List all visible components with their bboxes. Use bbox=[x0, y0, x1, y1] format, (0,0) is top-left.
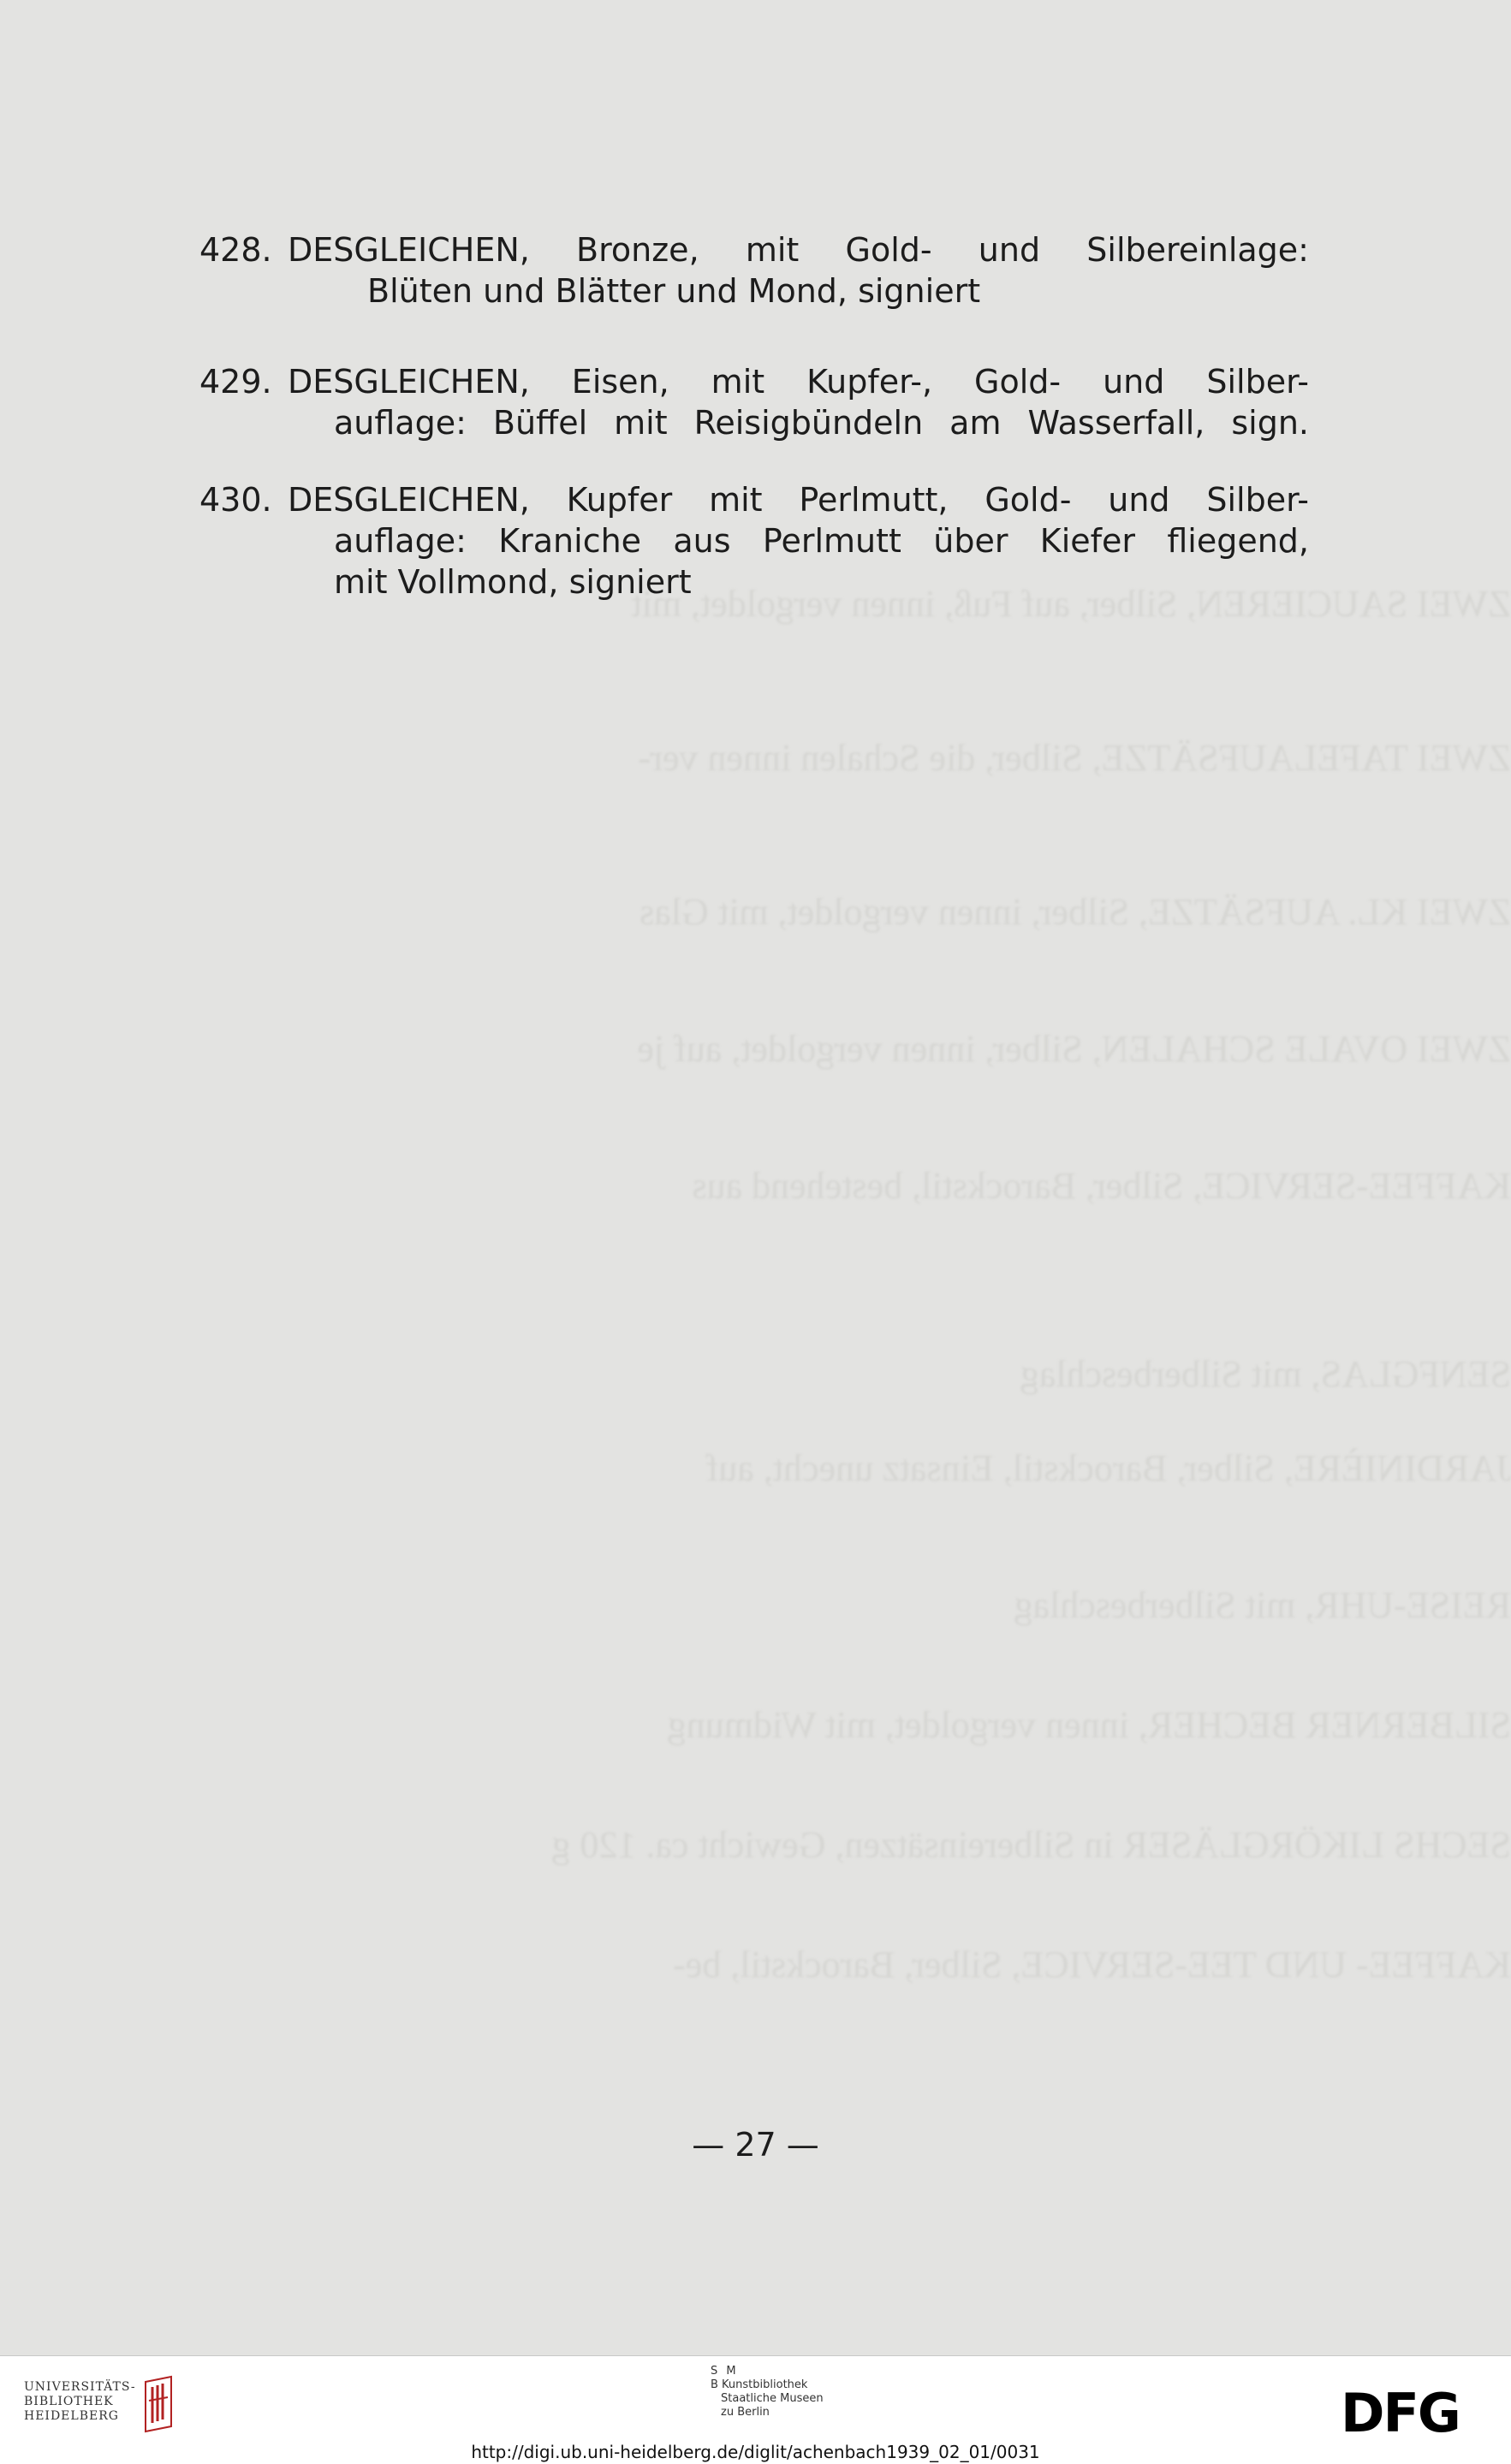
bleed-through-text: ZWEI SAUCIEREN, Silber, auf Fuß, innen vergoldet, mit bbox=[631, 583, 1511, 625]
entry-text-line: auflage: Kraniche aus Perlmutt über Kiefer fliegend, bbox=[334, 522, 1309, 560]
bleed-through-text: SECHS LIKÖRGLÄSER in Silbereinsätzen, Gewicht ca. 120 g bbox=[551, 1824, 1511, 1866]
university-library-logo-icon bbox=[137, 2375, 180, 2435]
bleed-through-text: SENFGLAS, mit Silberbeschlag bbox=[1020, 1353, 1511, 1395]
bleed-through-text: ZWEI KL. AUFSÄTZE, Silber, innen vergoldet, mit Glas bbox=[639, 891, 1511, 933]
entry-number: 430. bbox=[199, 481, 272, 519]
bleed-through-text: SILBERNER BECHER, innen vergoldet, mit Widmung bbox=[667, 1704, 1511, 1746]
dfg-logo: DFG bbox=[1341, 2382, 1460, 2444]
entry-text-line: DESGLEICHEN, Eisen, mit Kupfer-, Gold- und Silber- bbox=[288, 363, 1309, 401]
bleed-through-text: ZWEI TAFELAUFSÄTZE, Silber, die Schalen innen ver- bbox=[638, 737, 1511, 779]
entry-number: 428. bbox=[199, 231, 272, 269]
bleed-through-text: REISE-UHR, mit Silberbeschlag bbox=[1014, 1584, 1511, 1626]
entry-text-line: DESGLEICHEN, Kupfer mit Perlmutt, Gold- und Silber- bbox=[288, 481, 1309, 519]
museum-library-logo: S M B Kunstbibliothek Staatliche Museen zu Berlin bbox=[711, 2365, 824, 2419]
digitization-footer bbox=[0, 2355, 1511, 2464]
bleed-through-text: KAFFEE- UND TEE-SERVICE, Silber, Barockstil, be- bbox=[673, 1944, 1511, 1986]
bleed-through-text: JARDINIÈRE, Silber, Barockstil, Einsatz unecht, auf bbox=[705, 1447, 1511, 1489]
entry-text-line: mit Vollmond, signiert bbox=[334, 563, 692, 601]
university-library-logo-text: UNIVERSITÄTS- BIBLIOTHEK HEIDELBERG bbox=[24, 2380, 136, 2423]
entry-text-line: Blüten und Blätter und Mond, signiert bbox=[367, 272, 981, 310]
bleed-through-text: ZWEI OVALE SCHALEN, Silber, innen vergoldet, auf je bbox=[637, 1028, 1511, 1070]
bleed-through-text: KAFFEE-SERVICE, Silber, Barockstil, bestehend aus bbox=[692, 1165, 1511, 1207]
page-number: — 27 — bbox=[692, 2126, 819, 2164]
entry-text-line: DESGLEICHEN, Bronze, mit Gold- und Silbereinlage: bbox=[288, 231, 1309, 269]
entry-number: 429. bbox=[199, 363, 272, 401]
entry-text-line: auflage: Büffel mit Reisigbündeln am Wasserfall, sign. bbox=[334, 404, 1309, 442]
source-url[interactable]: http://digi.ub.uni-heidelberg.de/diglit/achenbach1939_02_01/0031 bbox=[471, 2442, 1040, 2462]
